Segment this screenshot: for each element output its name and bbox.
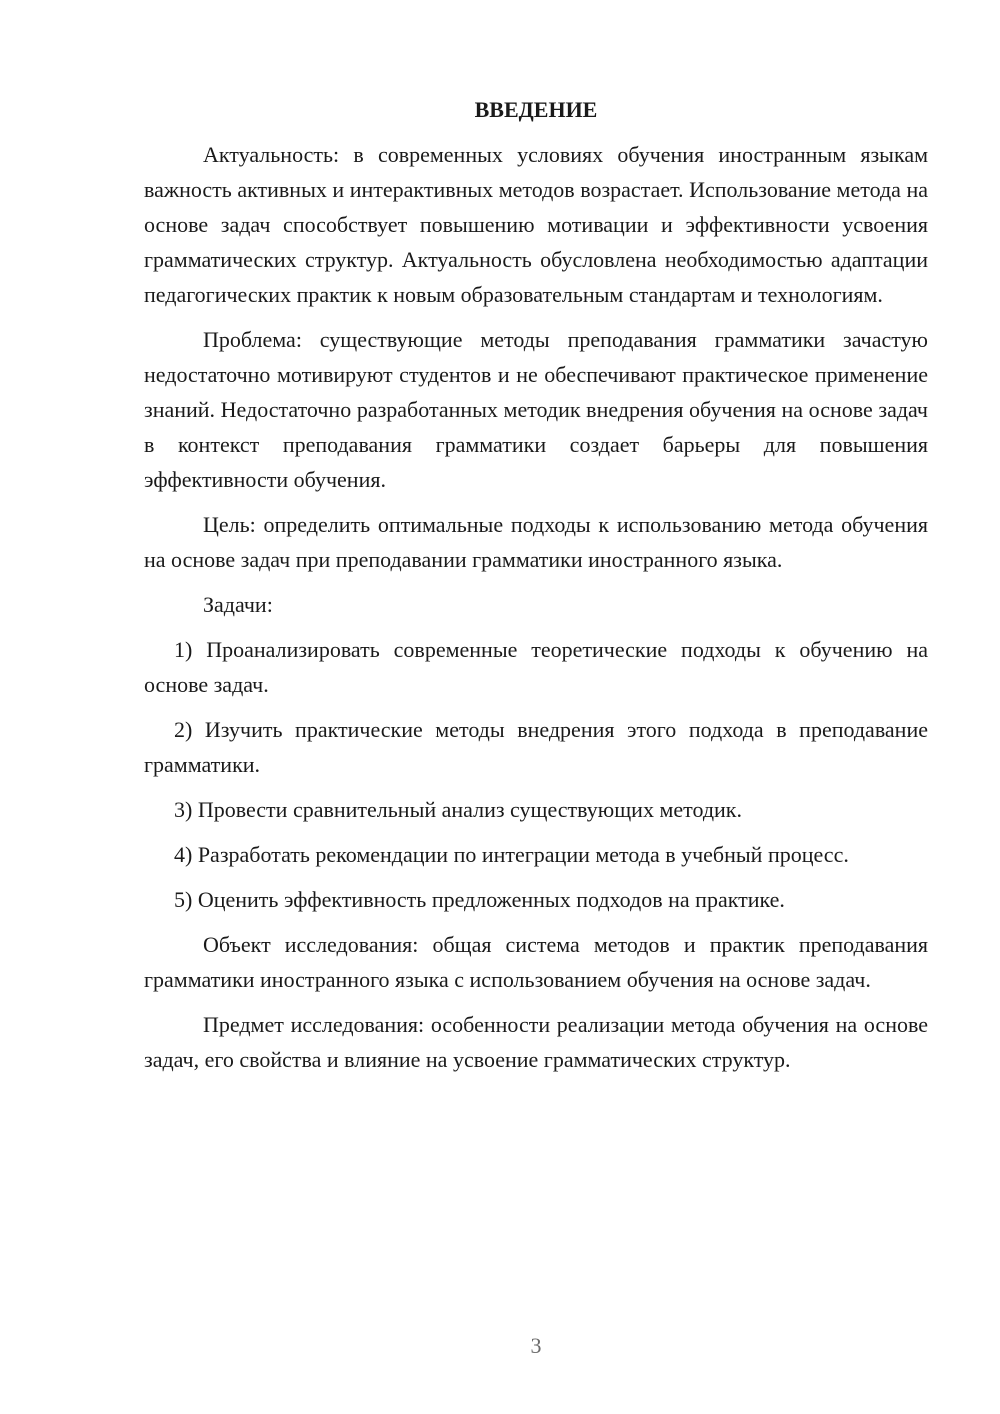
- page-number: 3: [530, 1333, 542, 1358]
- task-item-4: 4) Разработать рекомендации по интеграции метода в учебный процесс.: [174, 842, 849, 867]
- tasks-heading: Задачи:: [203, 592, 273, 617]
- paragraph-relevance: Актуальность: в современных условиях обучения иностранным языкам важность активных и интерактивных методов возрастает. Использование метода на основе задач способствует повышению мотивации и эффективности усвоения грамматических структур. Актуальность обусловлена необходимостью адаптации педагогических практик к новым образовательным стандартам и технологиям.: [144, 142, 928, 307]
- task-item-3: 3) Провести сравнительный анализ существующих методик.: [174, 797, 742, 822]
- task-item-1: 1) Проанализировать современные теоретические подходы к обучению на основе задач.: [144, 637, 928, 697]
- paragraph-goal: Цель: определить оптимальные подходы к использованию метода обучения на основе задач при преподавании грамматики иностранного языка.: [144, 512, 928, 572]
- page-content: [144, 92, 928, 1087]
- paragraph-object: Объект исследования: общая система методов и практик преподавания грамматики иностранного языка с использованием обучения на основе задач.: [144, 932, 928, 992]
- section-title: ВВЕДЕНИЕ: [474, 97, 598, 122]
- paragraph-problem: Проблема: существующие методы преподавания грамматики зачастую недостаточно мотивируют студентов и не обеспечивают практическое применение знаний. Недостаточно разработанных методик внедрения обучения на основе задач в контекст преподавания грамматики создает барьеры для повышения эффективности обучения.: [144, 327, 928, 492]
- task-item-5: 5) Оценить эффективность предложенных подходов на практике.: [174, 887, 785, 912]
- task-item-2: 2) Изучить практические методы внедрения этого подхода в преподавание грамматики.: [144, 717, 928, 777]
- paragraph-subject: Предмет исследования: особенности реализации метода обучения на основе задач, его свойства и влияние на усвоение грамматических структур.: [144, 1012, 928, 1072]
